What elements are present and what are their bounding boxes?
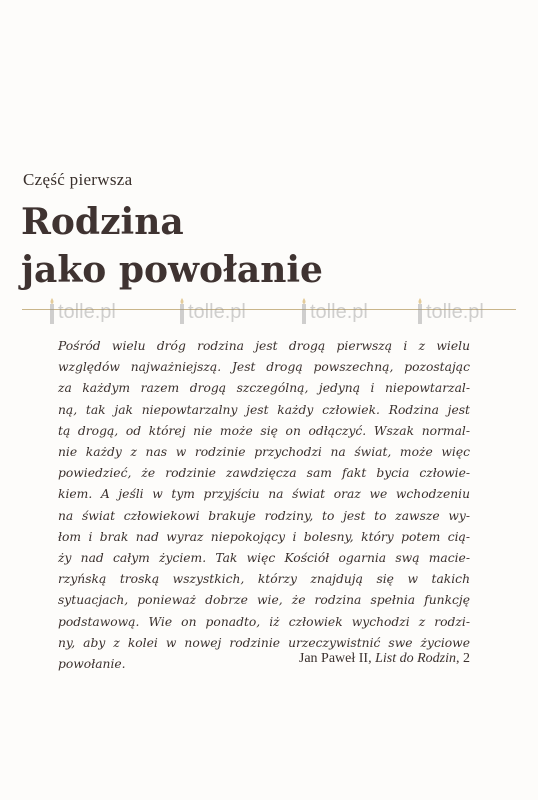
watermark: tolle.pl	[416, 298, 484, 324]
attribution-work: List do Rodzin	[375, 651, 456, 666]
part-label: Część pierwsza	[23, 170, 133, 189]
chapter-title-line-2: jako powołanie	[21, 249, 323, 291]
quote-line: Pośród wielu dróg rodzina jest drogą pierwszą i z wielu	[58, 339, 470, 353]
watermark: tolle.pl	[300, 298, 368, 324]
quote-line: ną, tak jak niepowtarzalny jest każdy człowiek. Rodzina jest	[58, 402, 470, 417]
candle-icon	[300, 298, 308, 324]
quote-line: podstawową. Wie on ponadto, iż człowiek wychodzi z rodzi-	[58, 614, 470, 629]
quote-line: tą drogą, od której nie może się on odłączyć. Wszak normal-	[58, 423, 470, 438]
candle-icon	[416, 298, 424, 324]
quote-line: kiem. A jeśli w tym przyjściu na świat oraz we wchodzeniu	[58, 487, 470, 502]
quote-attribution	[299, 651, 470, 667]
chapter-title-line-1: Rodzina	[21, 201, 184, 243]
chapter-title	[21, 198, 323, 294]
quote-line: względów najważniejszą. Jest drogą powszechną, pozostając	[58, 360, 470, 375]
quote-line: na świat człowiekowi brakuje rodziny, to jest to zawsze wy-	[58, 508, 470, 523]
quote-line: za każdym razem drogą szczególną, jedyną i niepowtarzal-	[58, 381, 470, 396]
candle-icon	[178, 298, 186, 324]
watermark: tolle.pl	[178, 298, 246, 324]
attribution-author: Jan Paweł II,	[298, 651, 376, 666]
watermark-strip	[0, 298, 538, 338]
quote-line: powołanie.	[58, 657, 126, 672]
candle-icon	[48, 298, 56, 324]
quote-line: rzyńską troską wszystkich, którzy znajdują się w takich	[58, 572, 470, 587]
quote-block	[58, 336, 470, 675]
quote-line: nie każdy z nas w rodzinie przychodzi na świat, może więc	[58, 445, 470, 460]
quote-line: ny, aby z kolei w nowej rodzinie urzeczywistnić swe życiowe	[58, 635, 470, 650]
attribution-section: , 2	[456, 651, 470, 666]
quote-line: łom i brak nad wyraz niepokojący i bolesny, który potem cią-	[58, 529, 470, 544]
quote-line: ży nad całym życiem. Tak więc Kościół ogarnia swą macie-	[58, 551, 470, 566]
watermark: tolle.pl	[48, 298, 116, 324]
quote-line: sytuacjach, ponieważ dobrze wie, że rodzina spełnia funkcję	[58, 593, 470, 608]
quote-line: powiedzieć, że rodzinie zawdzięcza sam fakt bycia człowie-	[58, 466, 470, 481]
